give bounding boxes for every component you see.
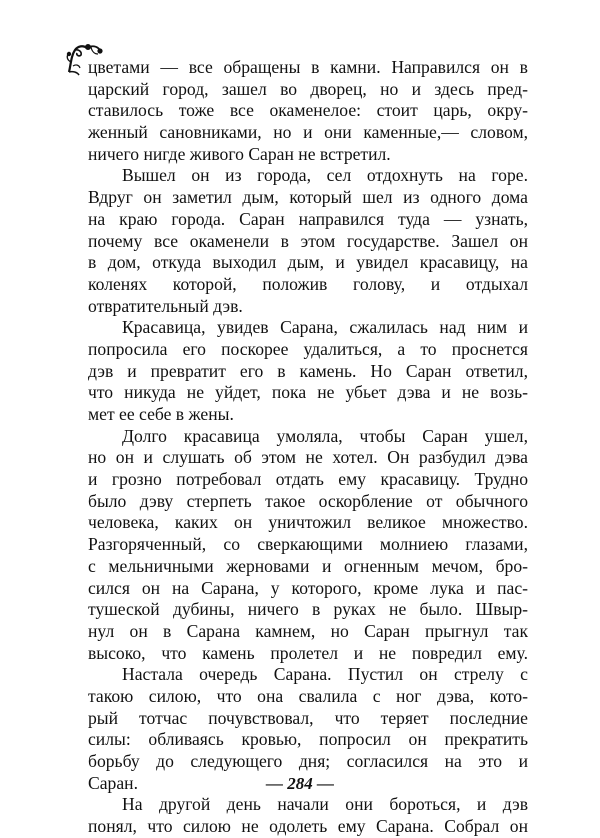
text-line: Красавица, увидев Сарана, сжалилась над ним и [122,317,528,338]
text-line: борьбу до следующего дня; согласился на это и [88,751,528,771]
text-line: Саран. [88,772,138,793]
text-line: мет ее себе в жены. [88,404,234,424]
text-line: в дом, откуда выходил дым, и увидел красавицу, на [88,252,528,273]
text-line: нул он в Сарана камнем, но Саран прыгнул так [88,620,528,641]
text-line: ничего нигде живого Саран не встретил. [88,143,391,164]
text-line: с мельничными жерновами и огненным мечом, бро- [88,555,528,576]
text-line: отвратительный дэв. [88,295,243,316]
text-line: почему все окаменели в этом государстве. Зашел он [88,230,528,251]
text-line: человека, каких он уничтожил великое множество. [88,512,528,533]
text-line: Долго красавица умоляла, чтобы Саран ушел, [122,425,528,446]
text-line: и грозно потребовал отдать ему красавицу. Трудно [88,469,528,490]
text-line: коленях которой, положив голову, и отдыхал [88,273,528,294]
text-line: дэв и превратит его в камень. Но Саран ответил, [88,360,528,381]
text-line: рый тотчас почувствовал, что теряет последние [88,707,528,728]
text-line: тушеской дубины, ничего в руках не было. Швыр- [88,599,528,620]
text-line: женный сановниками, но и они каменные,— словом, [88,122,528,143]
text-line: что никуда не уйдет, пока не убьет дэва и не возь- [88,382,528,403]
text-line: силы: обливаясь кровью, попросил он прекратить [88,729,528,750]
text-line: царский город, зашел во дворец, но и здесь пред- [88,78,528,99]
text-line: Вдруг он заметил дым, который шел из одного дома [88,187,528,208]
text-line: сился он на Сарана, у которого, кроме лука и пас- [88,577,528,598]
text-line: высоко, что камень пролетел и не повредил ему. [88,642,528,663]
text-line: было дэву стерпеть такое оскорбление от обычного [88,490,528,511]
text-line: такою силою, что она свалила с ног дэва, кото- [88,685,528,706]
text-line: цветами — все обращены в камни. Направился он в [88,57,528,77]
text-line: понял, что силою не одолеть ему Сарана. Собрал он [88,816,528,837]
page-number: — 284 — [266,774,334,793]
text-line: попросила его поскорее удалиться, а то проснется [88,338,528,359]
text-line: На другой день начали они бороться, и дэв [122,794,528,815]
text-line: на краю города. Саран направился туда — узнать, [88,208,528,229]
text-line: Настала очередь Сарана. Пустил он стрелу с [122,664,528,685]
body-text [88,57,528,838]
text-line: ставилось тоже все окаменелое: стоит царь, окру- [88,100,528,121]
text-line: Вышел он из города, сел отдохнуть на горе. [122,165,528,186]
text-line: но он и слушать об этом не хотел. Он разбудил дэва [88,447,528,468]
text-line: Разгоряченный, со сверкающими молниею глазами, [88,534,528,555]
